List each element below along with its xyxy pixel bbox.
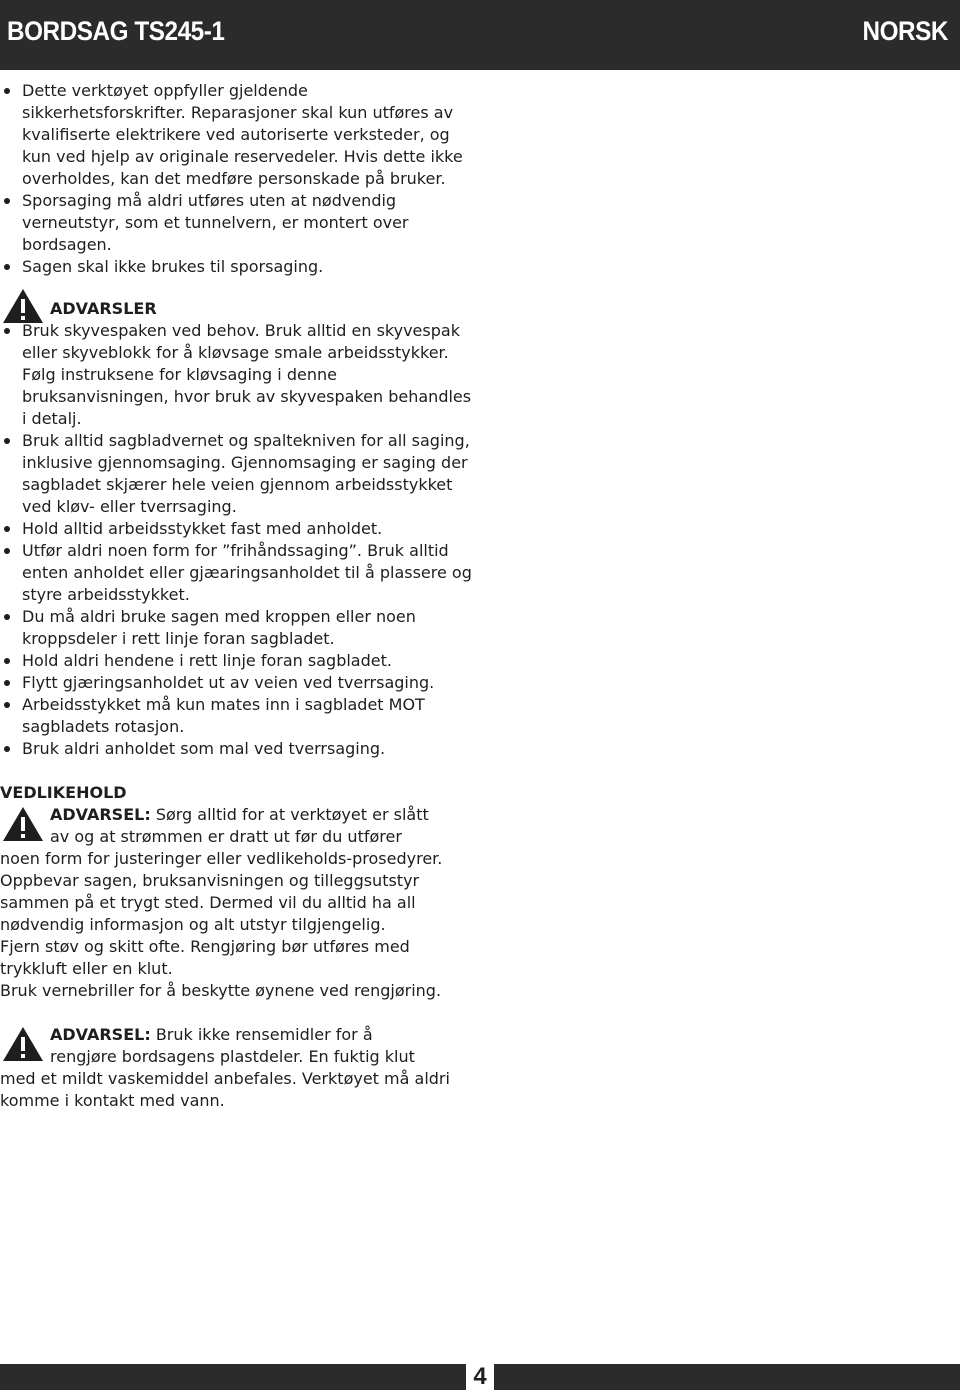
list-item: Dette verktøyet oppfyller gjeldende sikkerhetsforskrifter. Reparasjoner skal kun utføres av kvalifiserte elektrikere ved autoriserte verksteder, og kun ved hjelp av originale reservedeler. Hvis dette ikke overholdes, kan det medføre personskade på bruker. (0, 80, 475, 190)
warning-text-line: av og at strømmen er dratt ut før du utfører (50, 827, 402, 846)
warning-text-line: rengjøre bordsagens plastdeler. En fuktig klut (50, 1047, 415, 1066)
maintenance-warning-2 (0, 1024, 475, 1112)
list-item: Hold aldri hendene i rett linje foran sagbladet. (0, 650, 475, 672)
warning-triangle-icon (2, 1026, 44, 1062)
list-item: Bruk alltid sagbladvernet og spaltekniven for all saging, inklusive gjennomsaging. Gjennomsaging er saging der sagbladet skjærer hele veien gjennom arbeidsstykket ved kløv- eller tverrsaging. (0, 430, 475, 518)
language-label: NORSK (862, 16, 948, 46)
manual-title: BORDSAG TS245-1 (7, 16, 225, 46)
page-header (0, 0, 960, 70)
list-item: Utfør aldri noen form for ”frihåndssaging”. Bruk alltid enten anholdet eller gjæaringsanholdet til å plassere og styre arbeidsstykket. (0, 540, 475, 606)
intro-bullet-list (0, 80, 475, 278)
list-item: Sagen skal ikke brukes til sporsaging. (0, 256, 475, 278)
warning-text-rest: med et mildt vaskemiddel anbefales. Verktøyet må aldri komme i kontakt med vann. (0, 1069, 450, 1110)
page-number: 4 (466, 1363, 494, 1391)
warning-triangle-icon (2, 806, 44, 842)
content-column (0, 80, 475, 1112)
maintenance-paragraph: Bruk vernebriller for å beskytte øynene ved rengjøring. (0, 981, 442, 1000)
list-item: Du må aldri bruke sagen med kroppen eller noen kroppsdeler i rett linje foran sagbladet. (0, 606, 475, 650)
maintenance-paragraph: Fjern støv og skitt ofte. Rengjøring bør utføres med trykkluft eller en klut. (0, 937, 410, 978)
warnings-heading: ADVARSLER (50, 299, 157, 318)
warning-text-line: Bruk ikke rensemidler for å (155, 1025, 373, 1044)
maintenance-heading: VEDLIKEHOLD (0, 783, 127, 802)
list-item: Hold alltid arbeidsstykket fast med anholdet. (0, 518, 475, 540)
warning-text-line: Sørg alltid for at verktøyet er slått (155, 805, 429, 824)
list-item: Arbeidsstykket må kun mates inn i sagbladet MOT sagbladets rotasjon. (0, 694, 475, 738)
warnings-heading-row (0, 288, 475, 320)
warnings-bullet-list (0, 320, 475, 760)
warning-label: ADVARSEL: (50, 805, 151, 824)
warning-triangle-icon (2, 288, 44, 324)
maintenance-paragraph: Oppbevar sagen, bruksanvisningen og tilleggsutstyr sammen på et trygt sted. Dermed vil du alltid ha all nødvendig informasjon og alt utstyr tilgjengelig. (0, 871, 420, 934)
warning-text-rest: noen form for justeringer eller vedlikeholds-prosedyrer. (0, 849, 443, 868)
maintenance-warning-1 (0, 804, 475, 870)
page-footer (0, 1364, 960, 1390)
warning-label: ADVARSEL: (50, 1025, 151, 1044)
list-item: Flytt gjæringsanholdet ut av veien ved tverrsaging. (0, 672, 475, 694)
list-item: Bruk skyvespaken ved behov. Bruk alltid en skyvespak eller skyveblokk for å kløvsage smale arbeidsstykker. Følg instruksene for kløvsaging i denne bruksanvisningen, hvor bruk av skyvespaken behandles i detalj. (0, 320, 475, 430)
list-item: Sporsaging må aldri utføres uten at nødvendig verneutstyr, som et tunnelvern, er montert over bordsagen. (0, 190, 475, 256)
list-item: Bruk aldri anholdet som mal ved tverrsaging. (0, 738, 475, 760)
